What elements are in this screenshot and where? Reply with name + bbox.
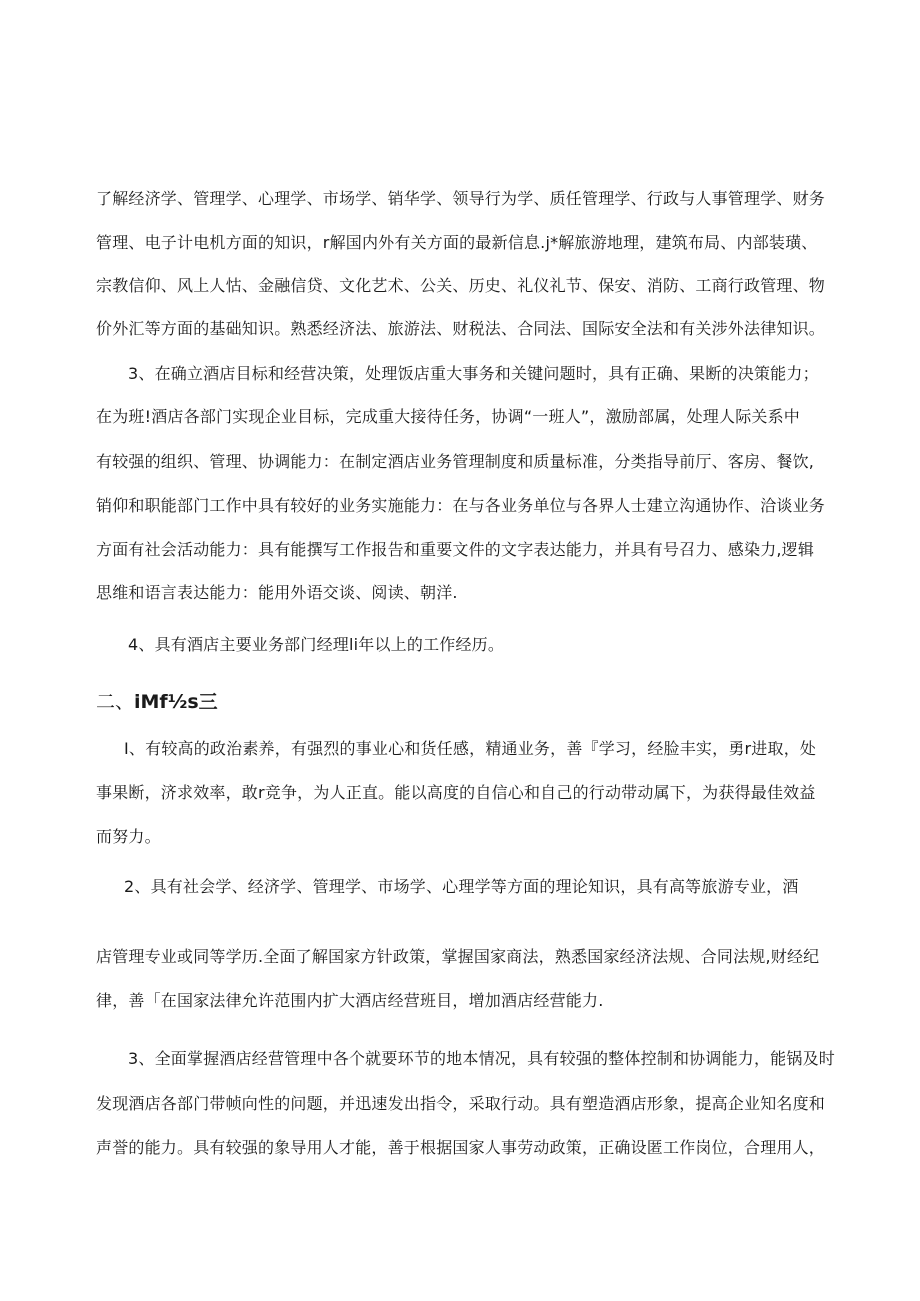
text-line: 3、全面掌握酒店经营管理中各个就要环节的地本情况，具有较强的整体控制和协调能力，能锅及时 xyxy=(128,1049,835,1068)
text-line: 管理、电子计电机方面的知识，r解国内外有关方面的最新信息.j*解旅游地理，建筑布局、内部装璜、 xyxy=(96,233,818,252)
text-line: 发现酒店各部门带帧向性的问题，并迅速发出指令，采取行动。具有塑造酒店形象，提高企业知名度和 xyxy=(96,1094,826,1113)
text-line: 有较强的组织、管理、协调能力：在制定酒店业务管理制度和质量标准，分类指导前厅、客房、餐饮, xyxy=(96,452,815,471)
section-title: iMf½s三 xyxy=(134,691,218,713)
text-line: 4、具有酒店主要业务部门经理li年以上的工作经历。 xyxy=(128,635,505,654)
text-line: 事果断，济求效率，敢r竞争，为人正直。能以高度的自信心和自己的行动带动属下，为获得最佳效益 xyxy=(96,783,816,802)
text-line: 价外汇等方面的基础知识。熟悉经济法、旅游法、财税法、合同法、国际安全法和有关涉外法律知识。 xyxy=(96,319,826,338)
section-number: 二、 xyxy=(96,691,135,713)
text-line: 在为班!酒店各部门实现企业目标，完成重大接待任务，协调“一班人”，激励部属，处理人际关系中 xyxy=(96,407,800,426)
text-line: 店管理专业或同等学历.全面了解国家方针政策，掌握国家商法，熟悉国家经济法规、合同法规,财经纪 xyxy=(96,947,820,966)
text-line: 3、在确立酒店目标和经营决策，处理饭店重大事务和关键问题时，具有正确、果断的决策能力； xyxy=(128,364,819,383)
text-line: 了解经济学、管理学、心理学、市场学、销华学、领导行为学、质任管理学、行政与人事管理学、财务 xyxy=(96,189,826,208)
section-heading xyxy=(96,690,218,714)
text-line: I、有较高的政治素养，有强烈的事业心和货任感，精通业务，善『学习，经脸丰实，勇r进取，处 xyxy=(124,739,817,758)
text-line: 销仰和职能部门工作中具有较好的业务实施能力：在与各业务单位与各界人士建立沟通协作、洽谈业务 xyxy=(96,496,826,515)
text-line: 思维和语言表达能力：能用外语交谈、阅读、朝洋. xyxy=(96,583,458,602)
text-line: 方面有社会活动能力：具有能撰写工作报告和重要文件的文字表达能力，并具有号召力、感染力,逻辑 xyxy=(96,540,815,559)
text-line: 而努力。 xyxy=(96,827,161,846)
text-line: 律，善「在国家法律允许范围内扩大酒店经营班目，增加酒店经营能力. xyxy=(96,991,604,1010)
text-line: 宗教信仰、风上人怙、金融信贷、文化艺术、公关、历史、礼仪礼节、保安、消防、工商行政管理、物 xyxy=(96,276,826,295)
text-line: 声誉的能力。具有较强的象导用人才能，善于根据国家人事劳动政策，正确设匿工作岗位，合理用人， xyxy=(96,1138,826,1157)
text-line: 2、具有社会学、经济学、管理学、市场学、心理学等方面的理论知识，具有高等旅游专业，酒 xyxy=(124,877,799,896)
